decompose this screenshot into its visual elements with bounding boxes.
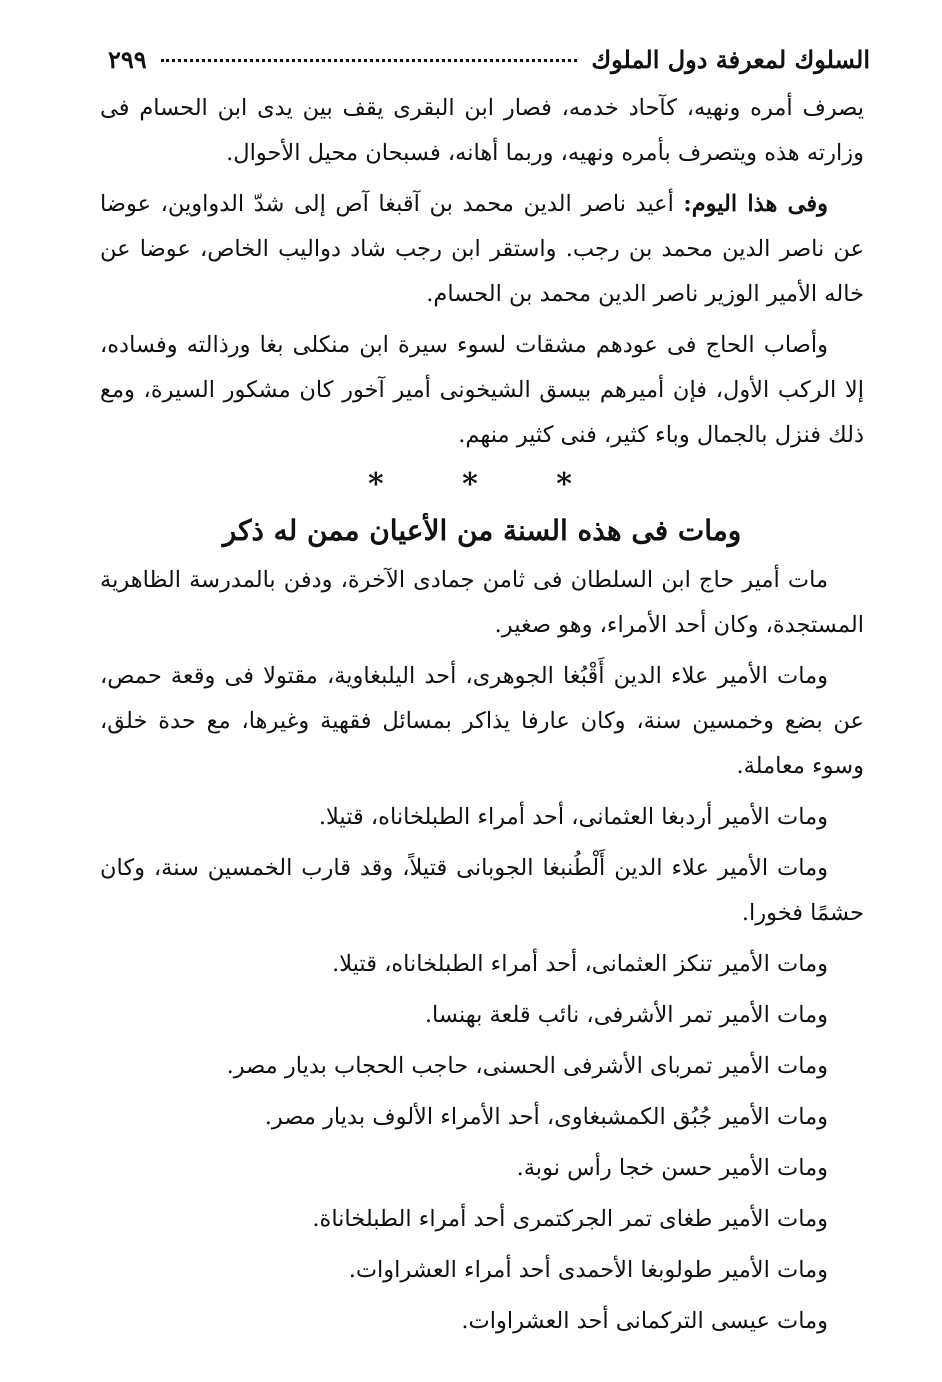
page-body: [100, 86, 864, 1344]
obituary-item: ومات الأمير تمر الأشرفى، نائب قلعة بهنسا.: [424, 1002, 828, 1028]
page-number: ٢٩٩: [108, 45, 147, 74]
running-title: السلوك لمعرفة دول الملوك: [591, 45, 870, 74]
obituary-item: ومات الأمير جُبُق الكمشبغاوى، أحد الأمراء الألوف بديار مصر.: [264, 1104, 828, 1130]
obituary-item: ومات الأمير علاء الدين أَلْطُنبغا الجوبانى قتيلاً، وقد قارب الخمسين سنة، وكان حشمًا فخورا.: [100, 855, 864, 926]
obituary-item: ومات الأمير تنكز العثمانى، أحد أمراء الطبلخاناه، قتيلا.: [332, 951, 828, 977]
paragraph-text: أعيد ناصر الدين محمد بن آقبغا آص إلى شدّ الدواوين، عوضا عن ناصر الدين محمد بن رجب. واستقر ابن رجب شاد دواليب الخاص، عوضا عن خاله الأمير الوزير ناصر الدين محمد بن الحسام.: [100, 191, 864, 307]
paragraph-lead: وفى هذا اليوم:: [683, 191, 828, 217]
paragraph-continuation: يصرف أمره ونهيه، كآحاد خدمه، فصار ابن البقرى يقف بين يدى ابن الحسام فى وزارته هذه ويتصرف بأمره ونهيه، وربما أهانه، فسبحان محيل الأحوال.: [100, 95, 864, 166]
obituary-item: ومات الأمير تمرباى الأشرفى الحسنى، حاجب الحجاب بديار مصر.: [226, 1053, 828, 1079]
obituary-item: ومات عيسى التركمانى أحد العشراوات.: [461, 1308, 828, 1334]
obituary-item: ومات الأمير علاء الدين أَقْبُغا الجوهرى، أحد اليلبغاوية، مقتولا فى وقعة حمص، عن بضع وخمسين سنة، وكان عارفا يذاكر بمسائل فقهية وغيرها، مع حدة خلق، وسوء معاملة.: [100, 663, 864, 779]
paragraph-pilgrims: وأصاب الحاج فى عودهم مشقات لسوء سيرة ابن منكلى بغا ورذالته وفساده، إلا الركب الأول، فإن أميرهم بيسق الشيخونى أمير آخور كان مشكور السيرة، ومع ذلك فنزل بالجمال وباء كثير، فنى كثير منهم.: [100, 332, 864, 448]
obituary-item: ومات الأمير أردبغا العثمانى، أحد أمراء الطبلخاناه، قتيلا.: [318, 804, 828, 830]
running-header: [108, 40, 870, 80]
obituary-item: مات أمير حاج ابن السلطان فى ثامن جمادى الآخرة، ودفن بالمدرسة الظاهرية المستجدة، وكان أحد الأمراء، وهو صغير.: [100, 567, 864, 638]
section-separator: * * *: [368, 467, 606, 502]
section-title: ومات فى هذه السنة من الأعيان ممن له ذكر: [222, 514, 742, 547]
header-dot-leader: [161, 59, 578, 62]
paragraph-same-day: [100, 182, 864, 317]
obituary-item: ومات الأمير طولوبغا الأحمدى أحد أمراء العشراوات.: [348, 1257, 828, 1283]
obituary-item: ومات الأمير طغاى تمر الجركتمرى أحد أمراء الطبلخاناة.: [312, 1206, 828, 1232]
obituary-item: ومات الأمير حسن خجا رأس نوبة.: [516, 1155, 828, 1181]
